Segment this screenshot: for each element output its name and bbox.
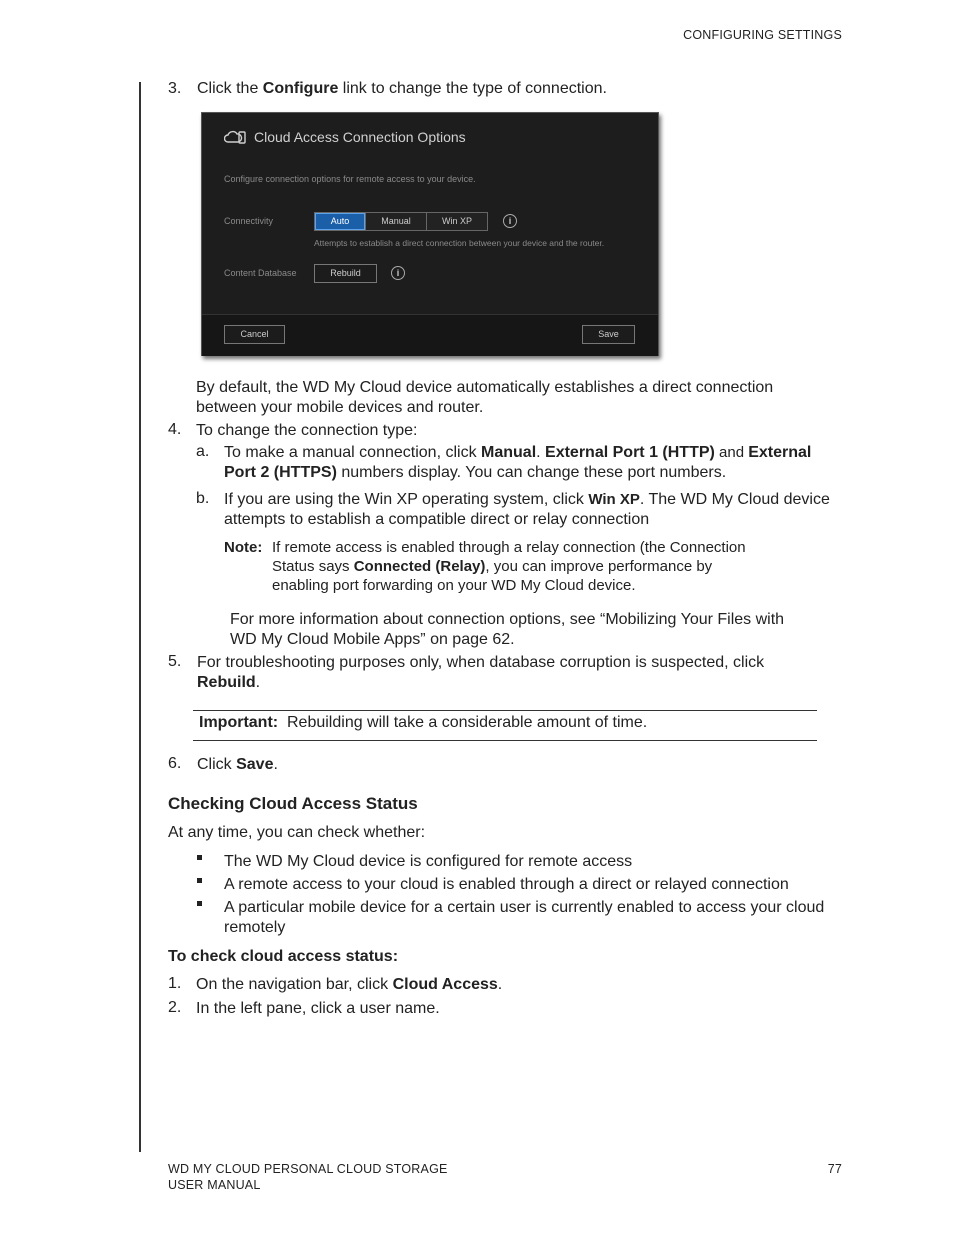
substep-letter: b.	[196, 490, 210, 507]
note-text: If remote access is enabled through a relay connection (the Connection Status says Connected (Relay), you can improve performance by enabling port forwarding on your WD My Cloud device.	[272, 539, 746, 594]
bullet-item: A remote access to your cloud is enabled through a direct or relayed connection	[224, 876, 789, 893]
cancel-button[interactable]: Cancel	[224, 325, 285, 344]
save-button[interactable]: Save	[582, 325, 635, 344]
bullet-marker	[197, 878, 202, 883]
dialog-subtitle: Configure connection options for remote access to your device.	[224, 174, 476, 184]
step-number: 5.	[168, 653, 182, 670]
step-6-text: Click Save.	[197, 756, 278, 773]
info-icon[interactable]: i	[391, 266, 405, 280]
note-label: Note:	[224, 539, 263, 556]
content-database-label: Content Database	[224, 268, 297, 278]
important-callout: Important: Rebuilding will take a considerable amount of time.	[199, 714, 648, 731]
step-number: 2.	[168, 999, 182, 1016]
document-footer-title: WD MY CLOUD PERSONAL CLOUD STORAGE USER MANUAL	[168, 1162, 448, 1192]
important-bottom-rule	[193, 740, 817, 741]
step-4-text: To change the connection type:	[196, 422, 418, 439]
bullet-marker	[197, 901, 202, 906]
check-step-2-text: In the left pane, click a user name.	[196, 1000, 440, 1017]
connectivity-selector	[314, 212, 488, 231]
bullet-item: A particular mobile device for a certain user is currently enabled to access your cloud remotely	[224, 899, 825, 936]
page-number: 77	[827, 1162, 842, 1176]
running-header: CONFIGURING SETTINGS	[683, 28, 842, 42]
procedure-heading: To check cloud access status:	[168, 948, 399, 965]
dialog-title: Cloud Access Connection Options	[254, 129, 466, 145]
rebuild-button[interactable]: Rebuild	[314, 264, 377, 283]
option-manual-button[interactable]: Manual	[366, 213, 427, 230]
option-winxp-button[interactable]: Win XP	[427, 213, 487, 230]
margin-rule	[139, 82, 141, 1152]
option-auto-button[interactable]: Auto	[315, 213, 366, 230]
step-number: 4.	[168, 421, 182, 438]
connectivity-description: Attempts to establish a direct connection between your device and the router.	[314, 238, 605, 248]
step-number: 6.	[168, 755, 182, 772]
substep-a-text: To make a manual connection, click Manual. External Port 1 (HTTP) and External Port 2 (HTTPS) numbers display. You can change these port numbers.	[224, 444, 812, 481]
connectivity-label: Connectivity	[224, 216, 274, 226]
substep-b-text: If you are using the Win XP operating system, click Win XP. The WD My Cloud device attempts to establish a compatible direct or relay connection	[224, 491, 830, 528]
connection-options-dialog	[201, 112, 659, 356]
default-connection-paragraph: By default, the WD My Cloud device automatically establishes a direct connection between your mobile devices and router.	[196, 379, 774, 416]
step-number: 1.	[168, 975, 182, 992]
important-top-rule	[193, 710, 817, 711]
cloud-icon	[224, 129, 246, 145]
bullet-marker	[197, 855, 202, 860]
section-heading: Checking Cloud Access Status	[168, 794, 418, 813]
step-number: 3.	[168, 80, 182, 97]
step-3-text: Click the Configure link to change the type of connection.	[197, 80, 607, 97]
substep-letter: a.	[196, 443, 210, 460]
info-icon[interactable]: i	[503, 214, 517, 228]
check-step-1-text: On the navigation bar, click Cloud Access.	[196, 976, 503, 993]
bullet-item: The WD My Cloud device is configured for remote access	[224, 853, 633, 870]
section-intro: At any time, you can check whether:	[168, 824, 426, 841]
step-5-text: For troubleshooting purposes only, when database corruption is suspected, click Rebuild.	[197, 654, 765, 691]
more-info-paragraph: For more information about connection options, see “Mobilizing Your Files with WD My Cloud Mobile Apps” on page 62.	[230, 611, 785, 648]
